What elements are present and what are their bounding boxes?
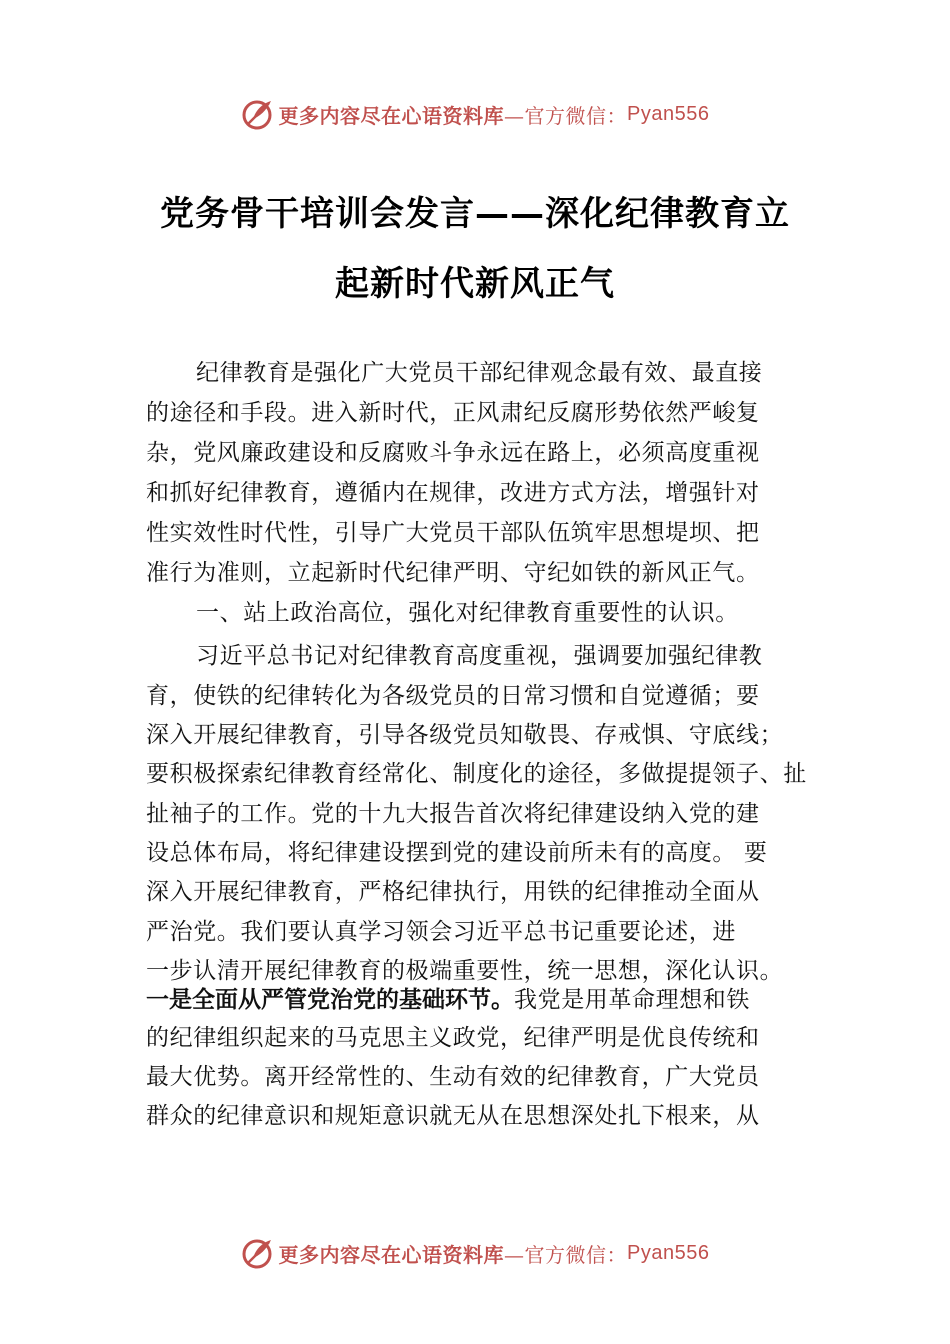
body-line: 准行为准则，立起新时代纪律严明、守纪如铁的新风正气。 bbox=[146, 560, 760, 586]
body-line: 要积极探索纪律教育经常化、制度化的途径，多做提提领子、扯 bbox=[146, 761, 807, 787]
document-title-line-1: 党务骨干培训会发言——深化纪律教育立 bbox=[160, 194, 790, 234]
body-line: 深入开展纪律教育，引导各级党员知敬畏、存戒惧、守底线； bbox=[146, 722, 784, 748]
watermark-separator: —官方微信： bbox=[504, 103, 628, 128]
watermark-wechat-id: Pyan556 bbox=[627, 1241, 710, 1264]
body-line-mixed bbox=[146, 985, 750, 1015]
body-line: 深入开展纪律教育，严格纪律执行，用铁的纪律推动全面从 bbox=[146, 879, 760, 905]
bold-lead-text: 一是全面从严管党治党的基础环节。 bbox=[146, 987, 514, 1013]
body-line: 的途径和手段。进入新时代，正风肃纪反腐形势依然严峻复 bbox=[146, 400, 760, 426]
document-title-line-2: 起新时代新风正气 bbox=[335, 264, 615, 304]
body-line: 最大优势。离开经常性的、生动有效的纪律教育，广大党员 bbox=[146, 1064, 760, 1090]
body-line: 扯袖子的工作。党的十九大报告首次将纪律建设纳入党的建 bbox=[146, 801, 760, 827]
body-line: 严治党。我们要认真学习领会习近平总书记重要论述，进 bbox=[146, 919, 736, 945]
body-line: 一步认清开展纪律教育的极端重要性，统一思想，深化认识。 bbox=[146, 958, 784, 984]
header-watermark bbox=[0, 94, 950, 134]
feather-logo-icon bbox=[241, 1236, 275, 1270]
body-line: 设总体布局，将纪律建设摆到党的建设前所未有的高度。 要 bbox=[146, 840, 768, 866]
footer-watermark bbox=[0, 1233, 950, 1273]
section-heading: 一、站上政治高位，强化对纪律教育重要性的认识。 bbox=[196, 600, 739, 626]
watermark-wechat-id: Pyan556 bbox=[627, 102, 710, 125]
body-line: 育，使铁的纪律转化为各级党员的日常习惯和自觉遵循；要 bbox=[146, 683, 760, 709]
body-line: 习近平总书记对纪律教育高度重视，强调要加强纪律教 bbox=[196, 643, 763, 669]
body-line: 杂，党风廉政建设和反腐败斗争永远在路上，必须高度重视 bbox=[146, 440, 760, 466]
watermark-separator: —官方微信： bbox=[504, 1242, 628, 1267]
body-line: 的纪律组织起来的马克思主义政党，纪律严明是优良传统和 bbox=[146, 1025, 760, 1051]
body-line: 纪律教育是强化广大党员干部纪律观念最有效、最直接 bbox=[196, 360, 763, 386]
body-line: 性实效性时代性，引导广大党员干部队伍筑牢思想堤坝、把 bbox=[146, 520, 760, 546]
body-line: 群众的纪律意识和规矩意识就无从在思想深处扎下根来，从 bbox=[146, 1103, 760, 1129]
body-line: 和抓好纪律教育，遵循内在规律，改进方式方法，增强针对 bbox=[146, 480, 760, 506]
watermark-text: 更多内容尽在心语资料库 bbox=[278, 103, 505, 128]
body-text: 我党是用革命理想和铁 bbox=[514, 987, 750, 1013]
watermark-text: 更多内容尽在心语资料库 bbox=[278, 1242, 505, 1267]
feather-logo-icon bbox=[241, 97, 275, 131]
